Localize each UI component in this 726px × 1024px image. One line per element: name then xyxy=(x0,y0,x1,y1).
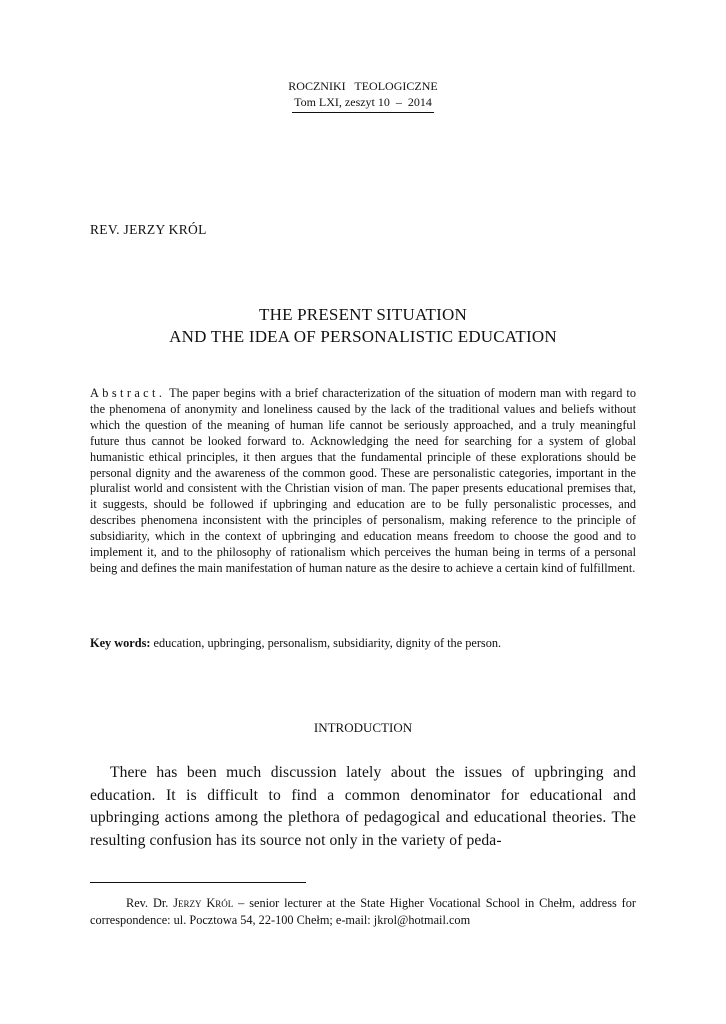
abstract-text: The paper begins with a brief characterization of the situation of modern man with regard to the phenomena of anonymity and loneliness caused by the lack of the traditional values and beliefs without which the question of the meaning of human life cannot be seriously approached, and a truly meaningful future thus cannot be looked forward to. Acknowledging the need for searching for a system of global humanistic ethical principles, it then argues that the fundamental principle of these explorations should be personal dignity and the awareness of the common good. These are personalistic categories, important in the pluralist world and consistent with the Christian vision of man. The paper presents educational premises that, it suggests, should be followed if upbringing and education are to be fully personalistic processes, and describes phenomena inconsistent with the principles of personalism, making reference to the principle of subsidiarity, which in the context of upbringing and education means freedom to choose the good and to implement it, and to the philosophy of rationalism which perceives the human being in terms of a personal being and defines the main manifestation of human nature as the desire to achieve a certain kind of fulfillment. xyxy=(90,386,636,575)
footnote xyxy=(90,895,636,929)
body-paragraph xyxy=(90,762,636,852)
footnote-prefix: Rev. Dr. xyxy=(126,896,169,910)
footnote-divider xyxy=(90,882,306,883)
abstract xyxy=(90,386,636,577)
article-title xyxy=(0,304,726,348)
title-line-2: AND THE IDEA OF PERSONALISTIC EDUCATION xyxy=(169,327,557,346)
journal-name: ROCZNIKI TEOLOGICZNE xyxy=(288,79,438,93)
keywords xyxy=(90,635,636,651)
body-paragraph-text: There has been much discussion lately about the issues of upbringing and education. It is difficult to find a common denominator for educational and upbringing actions among the plethora of pedagogical and educational theories. The resulting confusion has its source not only in the variety of peda- xyxy=(90,764,636,849)
journal-header xyxy=(0,78,726,113)
footnote-author-name: Jerzy Król xyxy=(173,896,234,910)
section-heading: INTRODUCTION xyxy=(313,720,413,735)
abstract-lead: Abstract. xyxy=(90,386,166,400)
article-author: REV. JERZY KRÓL xyxy=(90,222,207,237)
journal-issue: Tom LXI, zeszyt 10 – 2014 xyxy=(292,94,434,113)
footnote-text: – senior lecturer at the State Higher Vocational School in Chełm, address for correspondence: ul. Pocztowa 54, 22-100 Chełm; e-mail: jkrol@hotmail.com xyxy=(90,896,637,927)
title-line-1: THE PRESENT SITUATION xyxy=(259,305,467,324)
keywords-label: Key words: xyxy=(90,636,151,650)
keywords-text: education, upbringing, personalism, subsidiarity, dignity of the person. xyxy=(153,636,502,650)
